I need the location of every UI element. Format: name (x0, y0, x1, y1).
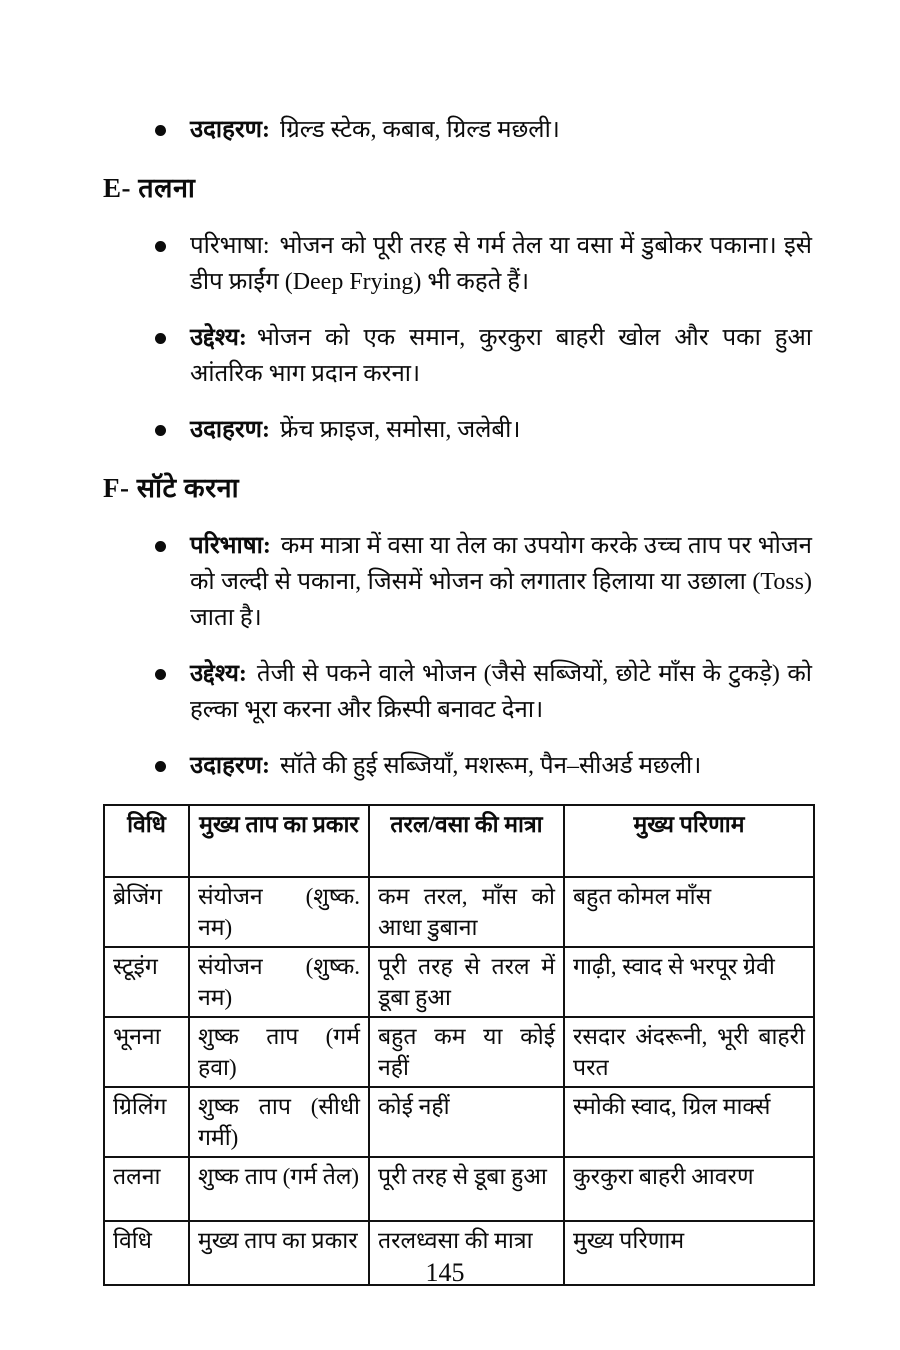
table-cell: गाढ़ी, स्वाद से भरपूर ग्रेवी (564, 947, 814, 1017)
table-row (104, 1087, 814, 1157)
page-number: 145 (425, 1258, 465, 1287)
table-cell: शुष्क ताप (गर्म हवा) (189, 1017, 369, 1087)
bullet-text (190, 656, 812, 728)
list-item (103, 320, 812, 392)
bullet-label: उदाहरण: (190, 753, 271, 779)
bullet-text (190, 412, 812, 448)
bullet-icon (155, 656, 190, 728)
bullet-text (190, 112, 812, 148)
table-cell: पूरी तरह से तरल में डूबा हुआ (369, 947, 564, 1017)
table-cell: भूनना (104, 1017, 189, 1087)
table-cell: स्मोकी स्वाद, ग्रिल मार्क्स (564, 1087, 814, 1157)
table-cell: संयोजन (शुष्क. नम) (189, 947, 369, 1017)
cooking-methods-table (103, 804, 815, 1286)
table-row (104, 1017, 814, 1087)
bullet-text (190, 748, 812, 784)
bullet-label: उदाहरण: (190, 117, 271, 143)
bullet-body: भोजन को एक समान, कुरकुरा बाहरी खोल और पका हुआ आंतरिक भाग प्रदान करना। (190, 325, 812, 387)
table-row (104, 877, 814, 947)
bullet-icon (155, 748, 190, 784)
table-cell: कोई नहीं (369, 1087, 564, 1157)
bullet-text (190, 228, 812, 300)
section-heading-f: F- सॉटे करना (103, 473, 240, 503)
bullet-body: फ्रेंच फ्राइज, समोसा, जलेबी। (280, 417, 521, 443)
section-heading-e: E- तलना (103, 173, 196, 203)
list-item (103, 656, 812, 728)
bullet-icon (155, 112, 190, 148)
table-header-row (104, 805, 814, 877)
table-cell: मुख्य परिणाम (564, 1221, 814, 1285)
bullet-label: उद्देश्य: (190, 325, 247, 351)
table-cell: पूरी तरह से डूबा हुआ (369, 1157, 564, 1221)
table-cell: ग्रिलिंग (104, 1087, 189, 1157)
table-cell: शुष्क ताप (गर्म तेल) (189, 1157, 369, 1221)
table-row (104, 1157, 814, 1221)
table-cell: तरलध्वसा की मात्रा (369, 1221, 564, 1285)
bullet-body: सॉते की हुई सब्जियाँ, मशरूम, पैन–सीअर्ड मछली। (280, 753, 702, 779)
table-cell: तलना (104, 1157, 189, 1221)
bullet-label: उद्देश्य: (190, 661, 247, 687)
table-cell: रसदार अंदरूनी, भूरी बाहरी परत (564, 1017, 814, 1087)
bullet-label: परिभाषा: (190, 233, 270, 259)
table-cell: मुख्य ताप का प्रकार (189, 1221, 369, 1285)
list-item (103, 112, 812, 148)
list-item (103, 528, 812, 636)
bullet-label: परिभाषा: (190, 533, 271, 559)
bullet-icon (155, 320, 190, 392)
table-row (104, 947, 814, 1017)
bullet-icon (155, 412, 190, 448)
table-cell: विधि (104, 1221, 189, 1285)
bullet-icon (155, 228, 190, 300)
bullet-text (190, 320, 812, 392)
table-header-cell: तरल/वसा की मात्रा (369, 805, 564, 877)
table-cell: कुरकुरा बाहरी आवरण (564, 1157, 814, 1221)
table-header-cell: मुख्य ताप का प्रकार (189, 805, 369, 877)
table-cell: ब्रेजिंग (104, 877, 189, 947)
bullet-text (190, 528, 812, 636)
list-item (103, 228, 812, 300)
bullet-icon (155, 528, 190, 636)
list-item (103, 412, 812, 448)
bullet-body: तेजी से पकने वाले भोजन (जैसे सब्जियों, छोटे माँस के टुकड़े) को हल्का भूरा करना और क्रिस्पी बनावट देना। (190, 661, 812, 723)
list-item (103, 748, 812, 784)
table-cell: बहुत कम या कोई नहीं (369, 1017, 564, 1087)
table-header-cell: विधि (104, 805, 189, 877)
bullet-body: भोजन को पूरी तरह से गर्म तेल या वसा में डुबोकर पकाना। इसे डीप फ्राईंग (Deep Frying) भी कहते हैं। (190, 233, 812, 295)
table-cell: बहुत कोमल माँस (564, 877, 814, 947)
table-cell: संयोजन (शुष्क. नम) (189, 877, 369, 947)
table-header-cell: मुख्य परिणाम (564, 805, 814, 877)
table-cell: कम तरल, माँस को आधा डुबाना (369, 877, 564, 947)
table-cell: शुष्क ताप (सीधी गर्मी) (189, 1087, 369, 1157)
table-cell: स्टूइंग (104, 947, 189, 1017)
bullet-body: कम मात्रा में वसा या तेल का उपयोग करके उच्च ताप पर भोजन को जल्दी से पकाना, जिसमें भोजन को लगातार हिलाया या उछाला (Toss) जाता है। (190, 533, 812, 631)
bullet-label: उदाहरण: (190, 417, 271, 443)
bullet-body: ग्रिल्ड स्टेक, कबाब, ग्रिल्ड मछली। (280, 117, 560, 143)
